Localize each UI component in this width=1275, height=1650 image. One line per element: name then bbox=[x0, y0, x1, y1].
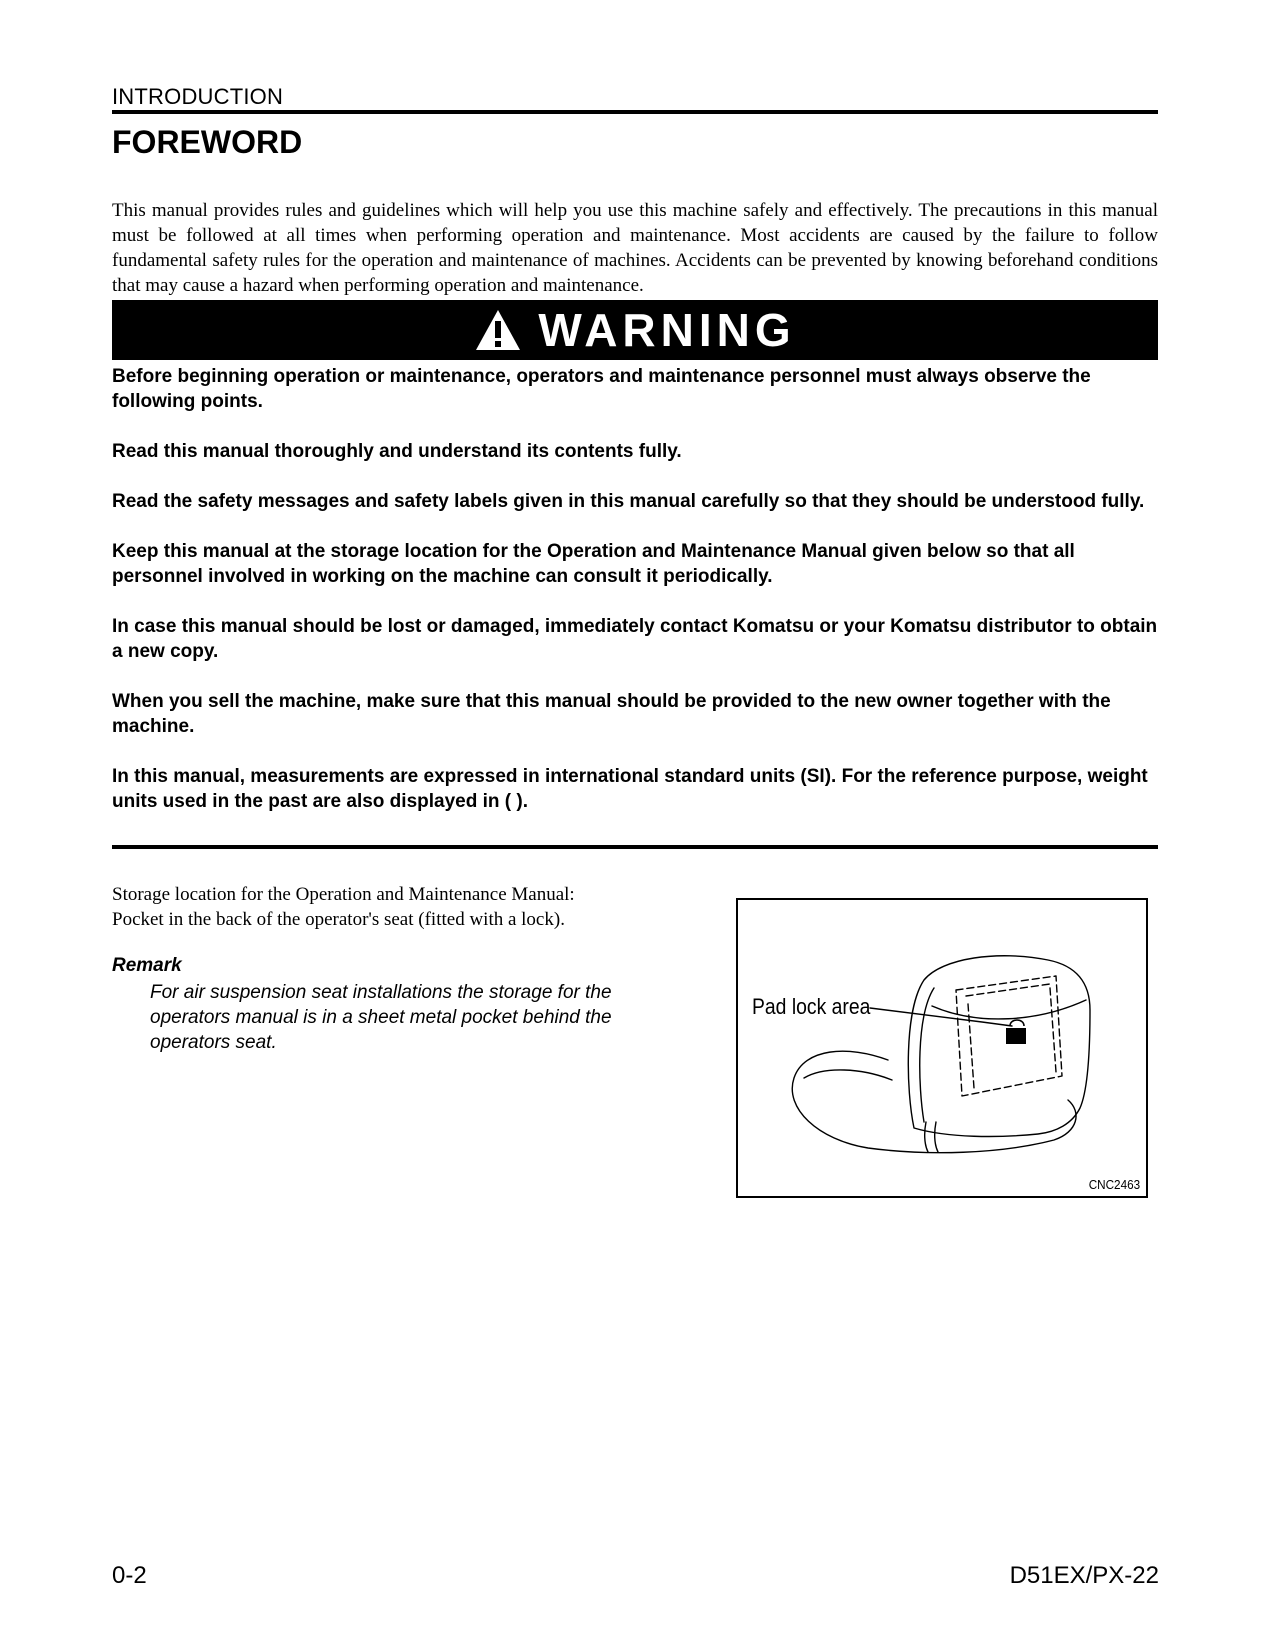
pad-lock-area-callout: Pad lock area bbox=[752, 994, 871, 1019]
warning-paragraph: In case this manual should be lost or damaged, immediately contact Komatsu or your Komatsu distributor to obtain a new copy. bbox=[112, 616, 1158, 662]
seat-figure bbox=[736, 898, 1148, 1198]
warning-paragraph: Before beginning operation or maintenance, operators and maintenance personnel must always observe the following points. bbox=[112, 366, 1091, 412]
remark-title: Remark bbox=[112, 955, 182, 976]
warning-paragraph: In this manual, measurements are expressed in international standard units (SI). For the reference purpose, weight units used in the past are also displayed in ( ). bbox=[112, 766, 1148, 812]
storage-line: Storage location for the Operation and Maintenance Manual: bbox=[112, 884, 575, 905]
seat-illustration bbox=[738, 900, 1146, 1196]
model-number: D51EX/PX-22 bbox=[1009, 1562, 1159, 1589]
remark-text: For air suspension seat installations the storage for the operators manual is in a sheet metal pocket behind the operators seat. bbox=[150, 982, 612, 1053]
warning-paragraph: When you sell the machine, make sure that this manual should be provided to the new owner together with the machine. bbox=[112, 691, 1111, 737]
warning-banner bbox=[112, 300, 1158, 360]
figure-code: CNC2463 bbox=[1088, 1177, 1140, 1192]
warning-paragraph: Read the safety messages and safety labels given in this manual carefully so that they should be understood fully. bbox=[112, 491, 1145, 512]
warning-paragraph: Read this manual thoroughly and understand its contents fully. bbox=[112, 441, 682, 462]
section-label: INTRODUCTION bbox=[112, 84, 284, 109]
warning-body bbox=[112, 364, 1158, 814]
page-title: FOREWORD bbox=[112, 124, 303, 160]
storage-location-text bbox=[112, 882, 672, 932]
warning-end-divider bbox=[112, 845, 1158, 849]
storage-line: Pocket in the back of the operator's seat (fitted with a lock). bbox=[112, 909, 565, 930]
warning-paragraph: Keep this manual at the storage location for the Operation and Maintenance Manual given below so that all personnel involved in working on the machine can consult it periodically. bbox=[112, 541, 1075, 587]
section-divider bbox=[112, 110, 1158, 114]
warning-triangle-icon bbox=[474, 308, 522, 352]
warning-label: WARNING bbox=[538, 304, 796, 356]
page-number: 0-2 bbox=[112, 1562, 147, 1589]
intro-paragraph: This manual provides rules and guidelines which will help you use this machine safely and effectively. The precautions in this manual must be followed at all times when performing operation and maintenance. Most accidents are caused by the failure to follow fundamental safety rules for the operation and maintenance of machines. Accidents can be prevented by knowing beforehand conditions that may cause a hazard when performing operation and maintenance. bbox=[112, 200, 1158, 296]
